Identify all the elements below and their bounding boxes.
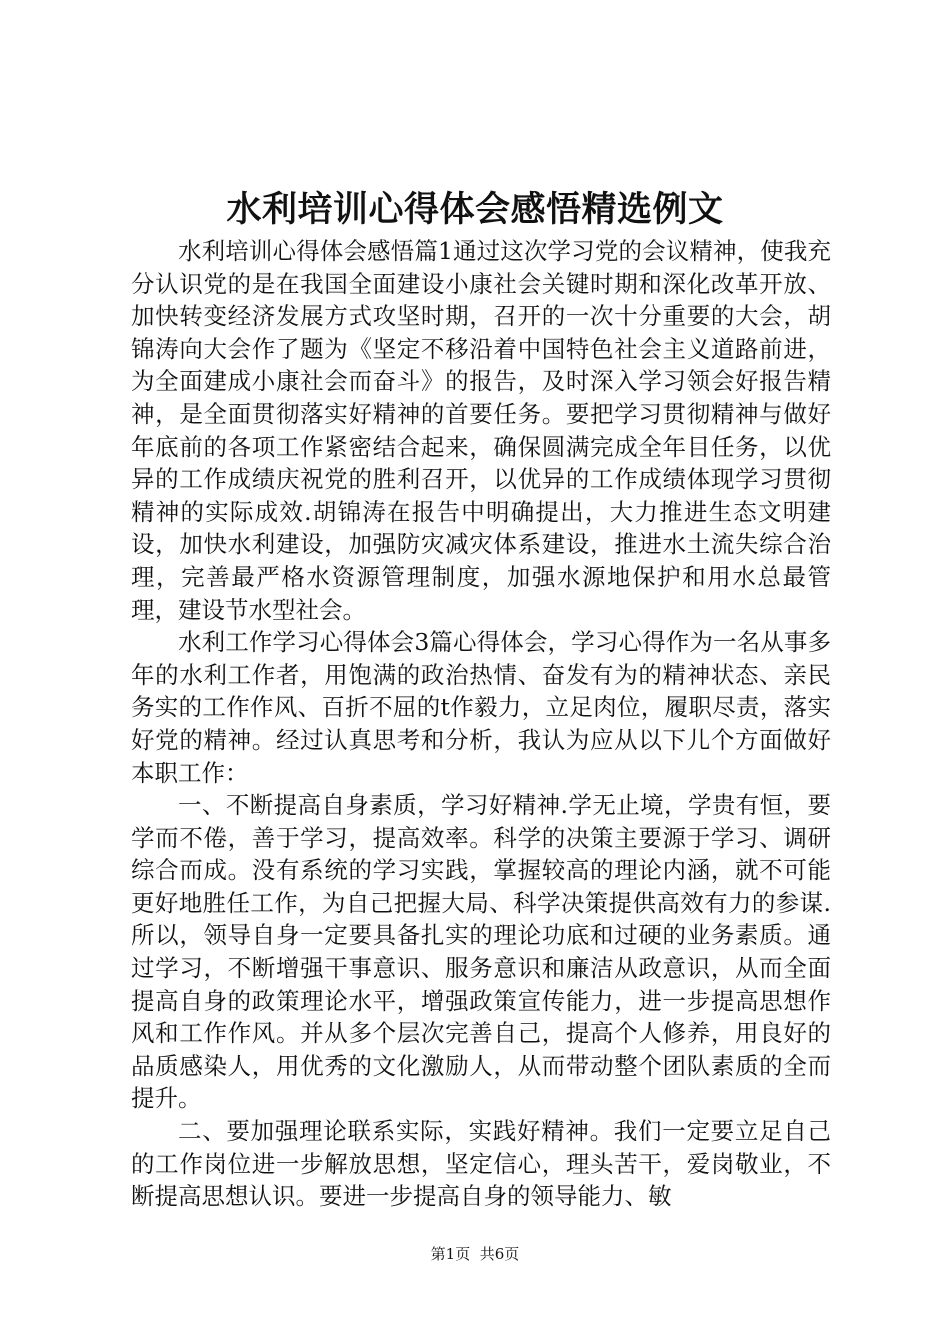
document-title: 水利培训心得体会感悟精选例文 (226, 189, 724, 230)
page-footer (0, 1243, 950, 1265)
footer-separator (470, 1245, 480, 1263)
page-number: 第1页 (430, 1245, 471, 1263)
paragraph: 水利培训心得体会感悟篇1通过这次学习党的会议精神，使我充分认识党的是在我国全面建设小康社会关键时期和深化改革开放、加快转变经济发展方式攻坚时期，召开的一次十分重要的大会，胡锦涛向大会作了题为《坚定不移沿着中国特色社会主义道路前进，为全面建成小康社会而奋斗》的报告，及时深入学习领会好报告精神，是全面贯彻落实好精神的首要任务。要把学习贯彻精神与做好年底前的各项工作紧密结合起来，确保圆满完成全年目任务，以优异的工作成绩庆祝党的胜利召开，以优异的工作成绩体现学习贯彻精神的实际成效.胡锦涛在报告中明确提出，大力推进生态文明建设，加快水利建设，加强防灾减灾体系建设，推进水土流失综合治理，完善最严格水资源管理制度，加强水源地保护和用水总最管理，建设节水型社会。 (131, 237, 831, 624)
paragraph: 一、不断提高自身素质，学习好精神.学无止境，学贵有恒，要学而不倦，善于学习，提高效率。科学的决策主要源于学习、调研综合而成。没有系统的学习实践，掌握较高的理论内涵，就不可能更好地胜任工作，为自己把握大局、科学决策提供高效有力的参谋.所以，领导自身一定要具备扎实的理论功底和过硬的业务素质。通过学习，不断增强干事意识、服务意识和廉洁从政意识，从而全面提高自身的政策理论水平，增强政策宣传能力，进一步提高思想作风和工作作风。并从多个层次完善自己，提高个人修养，用良好的品质感染人，用优秀的文化激励人，从而带动整个团队素质的全而提升。 (131, 791, 831, 1113)
document-body (131, 235, 831, 1213)
page-total: 共6页 (479, 1245, 520, 1263)
paragraph: 二、要加强理论联系实际，实践好精神。我们一定要立足自己的工作岗位进一步解放思想，坚定信心，理头苦干，爱岗敬业，不断提高思想认识。要进一步提高自身的领导能力、敏 (131, 1117, 831, 1211)
paragraph: 水利工作学习心得体会3篇心得体会，学习心得作为一名从事多年的水利工作者，用饱满的政治热情、奋发有为的精神状态、亲民务实的工作作风、百折不屈的t作毅力，立足肉位，履职尽责，落实好党的精神。经过认真思考和分析，我认为应从以下儿个方面做好本职工作： (131, 628, 831, 787)
